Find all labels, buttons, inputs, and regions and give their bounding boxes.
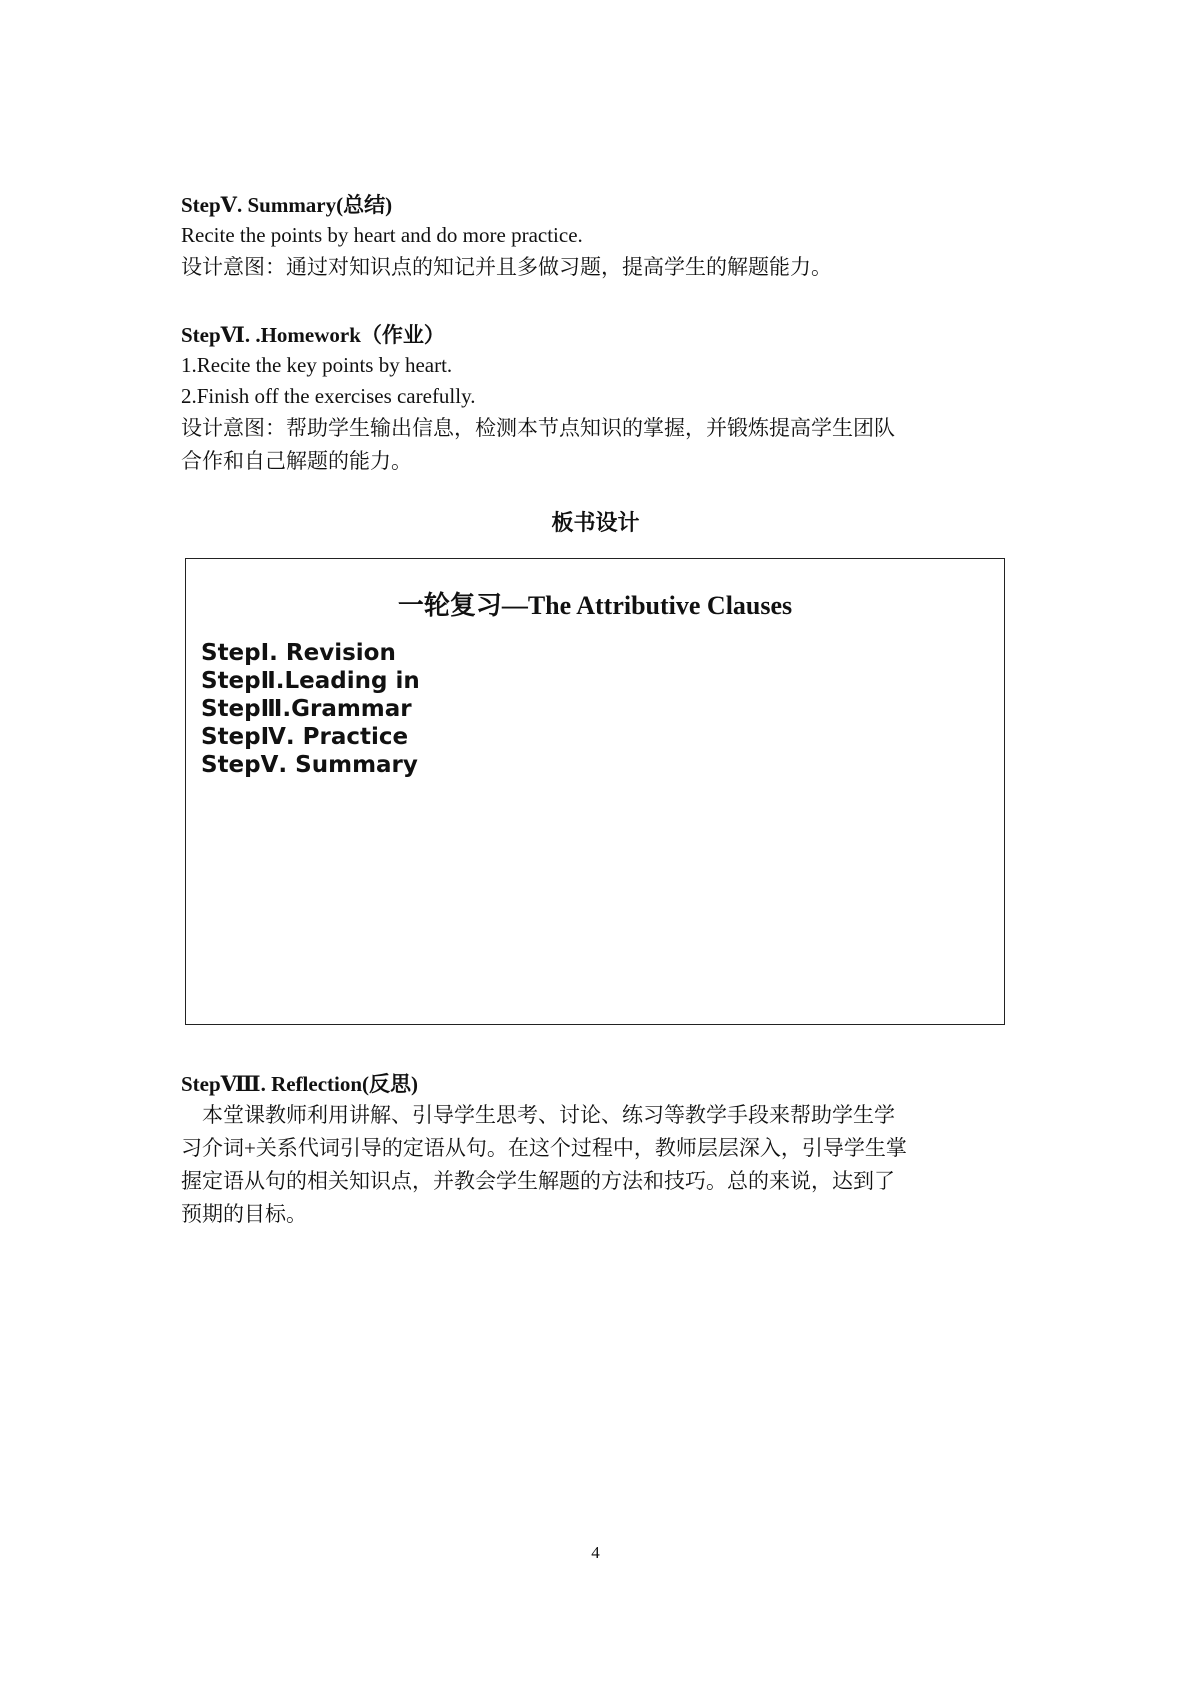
step8-section [181,1069,1016,1231]
step6-item-1: 1.Recite the key points by heart. [181,353,453,377]
step8-text-line: 习介词+关系代词引导的定语从句。在这个过程中，教师层层深入，引导学生掌 [181,1136,907,1160]
step5-heading: StepⅤ. Summary(总结) [181,193,393,217]
step8-text-line: 本堂课教师利用讲解、引导学生思考、讨论、练习等教学手段来帮助学生学 [202,1103,895,1127]
blackboard-design-box [185,558,1005,1025]
board-step-item: StepⅢ.Grammar [201,696,412,722]
board-step-item: StepⅡ.Leading in [201,668,420,694]
step8-text-line: 握定语从句的相关知识点，并教会学生解题的方法和技巧。总的来说，达到了 [181,1169,895,1193]
step6-section [181,320,1016,478]
step5-design-intent: 设计意图：通过对知识点的知记并且多做习题，提高学生的解题能力。 [181,255,832,279]
board-step-list [201,639,420,779]
page-number: 4 [591,1543,600,1562]
board-step-item: StepⅣ. Practice [201,724,409,750]
board-section-title: 板书设计 [551,510,640,535]
board-step-item: StepⅤ. Summary [201,752,418,778]
board-heading: 一轮复习—The Attributive Clauses [397,591,793,620]
step6-item-2: 2.Finish off the exercises carefully. [181,384,476,408]
step6-heading: StepⅥ. .Homework（作业） [181,323,445,347]
step6-design-intent-line1: 设计意图：帮助学生输出信息，检测本节点知识的掌握，并锻炼提高学生团队 [181,416,895,440]
step8-text-line: 预期的目标。 [181,1202,307,1226]
step5-section [181,190,1016,284]
step6-design-intent-line2: 合作和自己解题的能力。 [181,449,412,473]
step8-heading: StepⅧ. Reflection(反思) [181,1072,419,1096]
board-step-item: StepⅠ. Revision [201,640,396,666]
step5-text: Recite the points by heart and do more practice. [181,223,583,247]
